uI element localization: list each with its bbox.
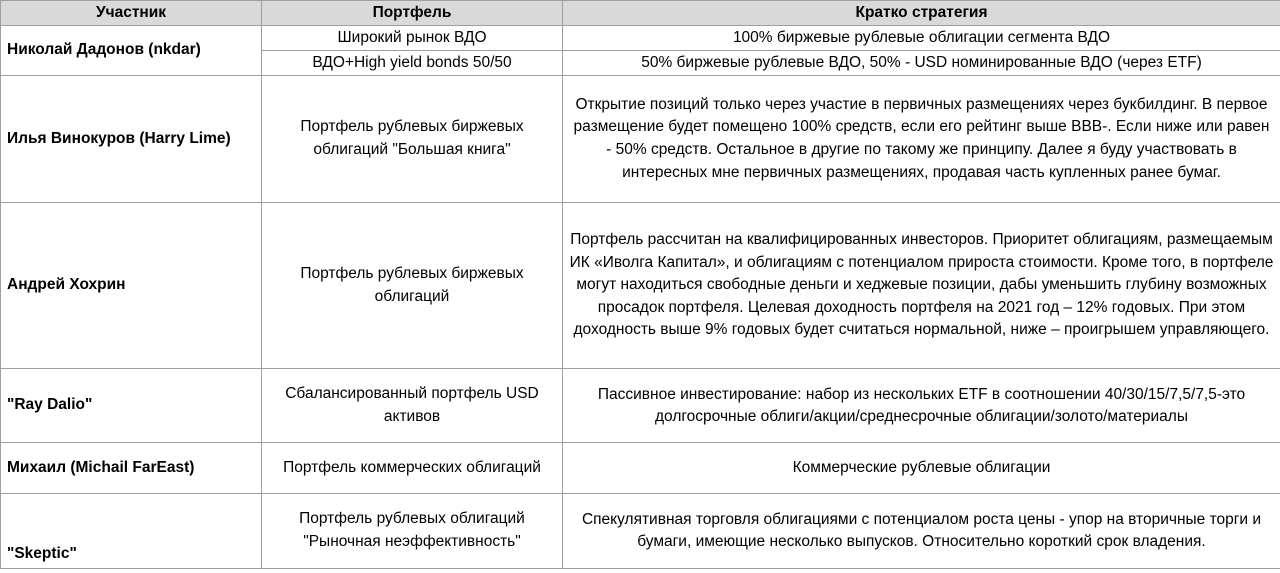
table-row [1, 369, 1280, 443]
table-row [1, 26, 1280, 51]
strategy-cell: Портфель рассчитан на квалифицированных инвесторов. Приоритет облигациям, размещаемым ИК «Иволга Капитал», и облигациям с потенциалом прироста стоимости. Кроме того, в портфеле могут находиться свободные деньги и хеджевые позиции, дабы уменьшить глубину возможных просадок портфеля. Целевая доходность портфеля на 2021 год – 12% годовых. При этом доходность выше 9% годовых будет считаться нормальной, ниже – проигрышем управляющего. [563, 203, 1280, 369]
portfolio-cell: Сбалансированный портфель USD активов [262, 369, 563, 443]
participant-cell: Андрей Хохрин [1, 203, 262, 369]
participant-cell: Николай Дадонов (nkdar) [1, 26, 262, 76]
participant-cell: "Ray Dalio" [1, 369, 262, 443]
strategy-cell: 100% биржевые рублевые облигации сегмента ВДО [563, 26, 1280, 51]
strategy-cell: Пассивное инвестирование: набор из нескольких ETF в соотношении 40/30/15/7,5/7,5-это долгосрочные облиги/акции/среднесрочные облигации/золото/материалы [563, 369, 1280, 443]
participant-cell: Илья Винокуров (Harry Lime) [1, 76, 262, 203]
header-portfolio: Портфель [262, 1, 563, 26]
table-row [1, 203, 1280, 369]
strategy-cell: Открытие позиций только через участие в первичных размещениях через букбилдинг. В первое размещение будет помещено 100% средств, если его рейтинг выше BBB-. Если ниже или равен - 50% средств. Остальное в другие по такому же принципу. Далее я буду участвовать в интересных мне первичных размещениях, продавая часть купленных ранее бумаг. [563, 76, 1280, 203]
portfolio-cell: Широкий рынок ВДО [262, 26, 563, 51]
portfolio-cell: Портфель рублевых биржевых облигаций [262, 203, 563, 369]
header-strategy: Кратко стратегия [563, 1, 1280, 26]
table-row [1, 494, 1280, 569]
strategy-cell: Спекулятивная торговля облигациями с потенциалом роста цены - упор на вторичные торги и бумаги, имеющие несколько выпусков. Относительно короткий срок владения. [563, 494, 1280, 569]
strategy-cell: 50% биржевые рублевые ВДО, 50% - USD номинированные ВДО (через ETF) [563, 51, 1280, 76]
participant-cell: Михаил (Michail FarEast) [1, 443, 262, 494]
table-row [1, 443, 1280, 494]
portfolio-cell: Портфель рублевых облигаций "Рыночная неэффективность" [262, 494, 563, 569]
header-participant: Участник [1, 1, 262, 26]
table-row [1, 76, 1280, 203]
participant-cell: "Skeptic" [1, 494, 262, 569]
portfolio-cell: Портфель рублевых биржевых облигаций "Большая книга" [262, 76, 563, 203]
portfolio-cell: ВДО+High yield bonds 50/50 [262, 51, 563, 76]
strategy-cell: Коммерческие рублевые облигации [563, 443, 1280, 494]
portfolio-cell: Портфель коммерческих облигаций [262, 443, 563, 494]
header-row [1, 1, 1280, 26]
